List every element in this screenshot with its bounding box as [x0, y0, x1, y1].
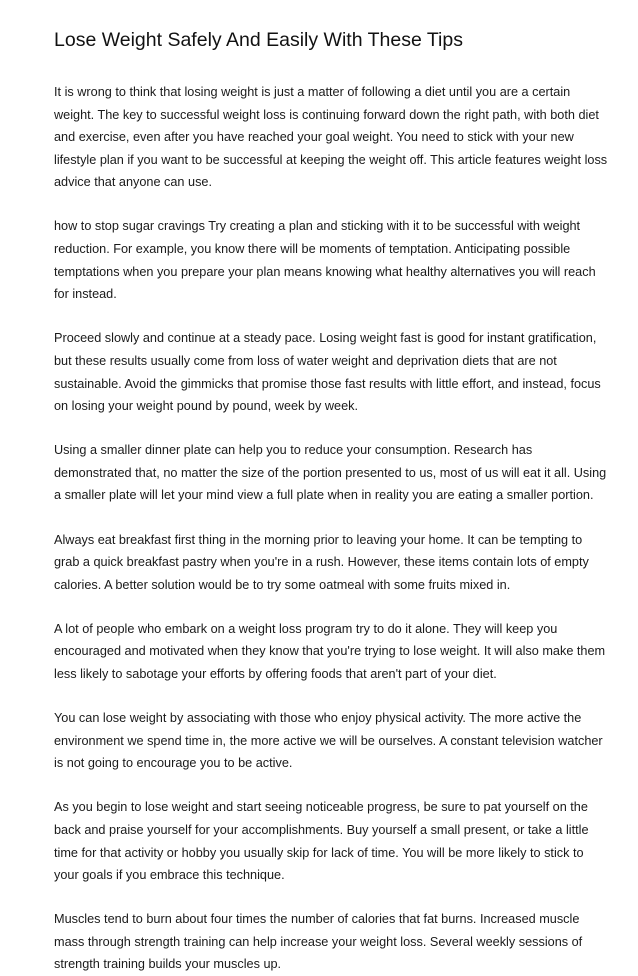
paragraph-8: As you begin to lose weight and start seeing noticeable progress, be sure to pat yourself on the back and praise yourself for your accomplishments. Buy yourself a small present, or take a little time for that activity or hobby you usually skip for lack of time. You will be more likely to stick to your goals if you embrace this technique.: [54, 800, 589, 883]
paragraph-6: A lot of people who embark on a weight loss program try to do it alone. They will keep you encouraged and motivated when they know that you're trying to lose weight. It will also make them less likely to sabotage your efforts by offering foods that aren't part of your diet.: [54, 621, 606, 681]
document-title: Lose Weight Safely And Easily With These Tips: [54, 29, 463, 51]
paragraph-4: Using a smaller dinner plate can help you to reduce your consumption. Research has demonstrated that, no matter the size of the portion presented to us, most of us will eat it all. Using a smaller plate will let your mind view a full plate when in reality you are eating a smaller portion.: [54, 443, 607, 503]
paragraph-1: It is wrong to think that losing weight is just a matter of following a diet until you are a certain weight. The key to successful weight loss is continuing forward down the right path, with both diet and exercise, even after you have reached your goal weight. You need to stick with your new lifestyle plan if you want to be successful at keeping the weight off. This article features weight loss advice that anyone can use.: [54, 85, 608, 190]
paragraph-7: You can lose weight by associating with those who enjoy physical activity. The more active the environment we spend time in, the more active we will be ourselves. A constant television watcher is not going to encourage you to be active.: [54, 711, 603, 771]
paragraph-2: how to stop sugar cravings Try creating a plan and sticking with it to be successful with weight reduction. For example, you know there will be moments of temptation. Anticipating possible temptations when you prepare your plan means knowing what healthy alternatives you will reach for instead.: [54, 219, 596, 302]
paragraph-9: Muscles tend to burn about four times the number of calories that fat burns. Increased muscle mass through strength training can help increase your weight loss. Several weekly sessions of strength training builds your muscles up.: [54, 912, 583, 972]
paragraph-3: Proceed slowly and continue at a steady pace. Losing weight fast is good for instant gratification, but these results usually come from loss of water weight and deprivation diets that are not sustainable. Avoid the gimmicks that promise those fast results with little effort, and instead, focus on losing your weight pound by pound, week by week.: [54, 331, 601, 414]
paragraph-5: Always eat breakfast first thing in the morning prior to leaving your home. It can be tempting to grab a quick breakfast pastry when you're in a rush. However, these items contain lots of empty calories. A better solution would be to try some oatmeal with some fruits mixed in.: [54, 532, 589, 592]
